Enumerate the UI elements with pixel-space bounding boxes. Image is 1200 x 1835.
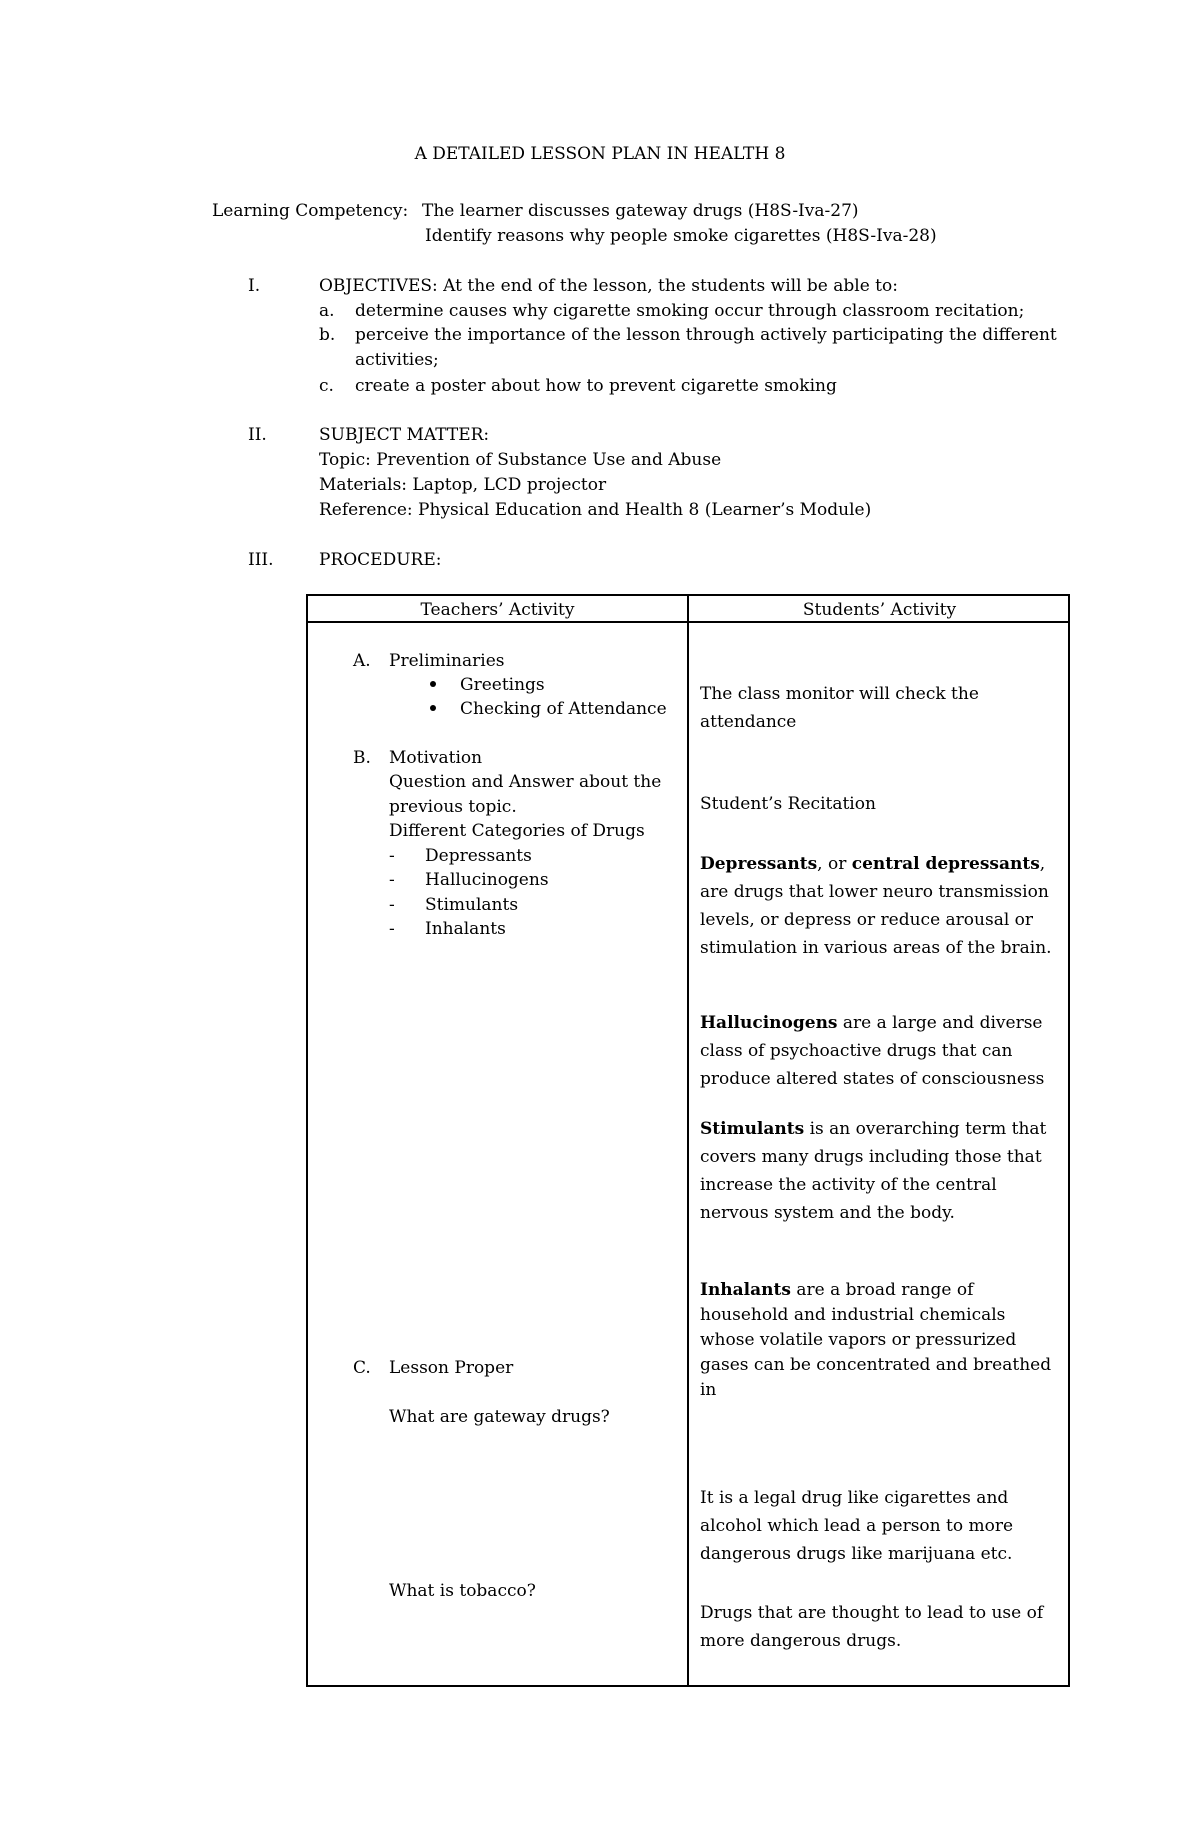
category-depressants: Depressants (425, 846, 532, 866)
dash-marker: - (389, 870, 395, 890)
header-teachers-activity: Teachers’ Activity (420, 600, 575, 620)
objective-b: perceive the importance of the lesson through actively participating the different (355, 325, 1057, 345)
section-a-label: Preliminaries (389, 651, 505, 671)
objective-marker-b: b. (319, 325, 336, 345)
document-title: A DETAILED LESSON PLAN IN HEALTH 8 (414, 144, 786, 164)
motivation-line-1: Question and Answer about the (389, 772, 662, 792)
depressants-mid: , or (817, 854, 852, 874)
hallucinogens-rest: are a large and diverse class of psychoactive drugs that can produce altered states of consciousness (700, 1013, 1045, 1089)
motivation-line-3: Different Categories of Drugs (389, 821, 645, 841)
inhalants-definition (700, 1278, 1062, 1403)
section-c-marker: C. (353, 1358, 371, 1378)
section-b-marker: B. (353, 748, 371, 768)
dash-marker: - (389, 919, 395, 939)
question-gateway-drugs: What are gateway drugs? (389, 1407, 610, 1427)
bullet-icon (430, 681, 436, 687)
bullet-icon (430, 705, 436, 711)
question-tobacco: What is tobacco? (389, 1581, 536, 1601)
subject-numeral: II. (248, 425, 267, 445)
preliminary-item-attendance: Checking of Attendance (460, 699, 667, 719)
objectives-heading: OBJECTIVES: At the end of the lesson, the students will be able to: (319, 276, 898, 296)
objective-marker-c: c. (319, 376, 334, 396)
subject-materials: Materials: Laptop, LCD projector (319, 475, 607, 495)
motivation-line-2: previous topic. (389, 797, 517, 817)
recitation-label: Student’s Recitation (700, 794, 876, 814)
objective-b-continued: activities; (355, 350, 439, 370)
procedure-heading: PROCEDURE: (319, 550, 442, 570)
hallucinogens-definition (700, 1009, 1062, 1093)
competency-line-1: The learner discusses gateway drugs (H8S-Iva-27) (422, 201, 859, 221)
category-stimulants: Stimulants (425, 895, 519, 915)
inhalants-rest: are a broad range of household and industrial chemicals whose volatile vapors or pressurized gases can be concentrated and breathed in (700, 1280, 1052, 1400)
gateway-drugs-answer: It is a legal drug like cigarettes and alcohol which lead a person to more dangerous drugs like marijuana etc. (700, 1488, 1014, 1564)
subject-topic: Topic: Prevention of Substance Use and Abuse (319, 450, 722, 470)
objective-a: determine causes why cigarette smoking occur through classroom recitation; (355, 301, 1025, 321)
tobacco-answer: Drugs that are thought to lead to use of more dangerous drugs. (700, 1603, 1044, 1651)
header-students-activity: Students’ Activity (802, 600, 957, 620)
competency-line-2: Identify reasons why people smoke cigarettes (H8S-Iva-28) (425, 226, 937, 246)
attendance-answer: The class monitor will check the attendance (700, 684, 979, 732)
subject-reference: Reference: Physical Education and Health 8 (Learner’s Module) (319, 500, 872, 520)
category-hallucinogens: Hallucinogens (425, 870, 549, 890)
term-central-depressants: central depressants (851, 854, 1040, 874)
category-inhalants: Inhalants (425, 919, 506, 939)
objective-marker-a: a. (319, 301, 335, 321)
term-inhalants: Inhalants (700, 1280, 791, 1300)
depressants-definition (700, 850, 1062, 962)
stimulants-definition (700, 1115, 1062, 1227)
preliminary-item-greetings: Greetings (460, 675, 545, 695)
stimulants-rest: is an overarching term that covers many drugs including those that increase the activity of the central nervous system and the body. (700, 1119, 1047, 1223)
objectives-numeral: I. (248, 276, 261, 296)
section-a-marker: A. (353, 651, 371, 671)
section-c-label: Lesson Proper (389, 1358, 514, 1378)
procedure-numeral: III. (248, 550, 274, 570)
term-hallucinogens: Hallucinogens (700, 1013, 838, 1033)
table-column-divider (687, 596, 689, 1685)
procedure-table (306, 594, 1070, 1687)
objective-c: create a poster about how to prevent cigarette smoking (355, 376, 837, 396)
subject-heading: SUBJECT MATTER: (319, 425, 490, 445)
term-stimulants: Stimulants (700, 1119, 805, 1139)
term-depressants: Depressants (700, 854, 818, 874)
depressants-rest: , are drugs that lower neuro transmission levels, or depress or reduce arousal or stimulation in various areas of the brain. (700, 854, 1052, 958)
competency-label: Learning Competency: (212, 201, 409, 221)
dash-marker: - (389, 846, 395, 866)
dash-marker: - (389, 895, 395, 915)
section-b-label: Motivation (389, 748, 483, 768)
